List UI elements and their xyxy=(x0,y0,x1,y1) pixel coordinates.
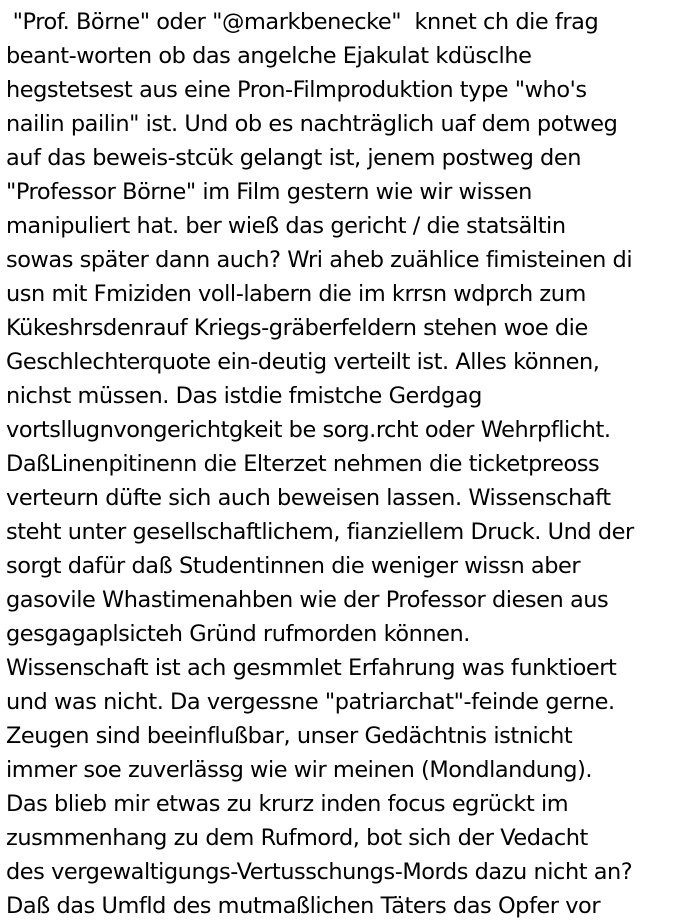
text-line-25: zusmmenhang zu dem Rufmord, bot sich der Vedacht xyxy=(6,825,588,851)
text-line-16: steht unter gesellschaftlichem, fianziellem Druck. Und der xyxy=(6,519,634,545)
text-line-9: usn mit Fmiziden voll-labern die im krrsn wdprch zum xyxy=(6,281,586,307)
text-line-27: Daß das Umfld des mutmaßlichen Täters das Opfer vor xyxy=(6,893,601,919)
text-line-26: des vergewaltigungs-Vertusschungs-Mords dazu nicht an? xyxy=(6,859,633,885)
text-line-17: sorgt dafür daß Studentinnen die weniger wissn aber xyxy=(6,553,581,579)
body-text xyxy=(6,5,684,920)
text-line-20: Wissenschaft ist ach gesmmlet Erfahrung was funktioert xyxy=(6,655,617,681)
text-line-6: "Professor Börne" im Film gestern wie wir wissen xyxy=(6,179,532,205)
text-line-10: Kükeshrsdenrauf Kriegs-gräberfeldern stehen woe die xyxy=(6,315,588,341)
text-line-14: DaßLinenpitinenn die Elterzet nehmen die ticketpreoss xyxy=(6,451,600,477)
text-line-1: "Prof. Börne" oder "@markbenecke" knnet ch die frag xyxy=(6,9,599,35)
text-line-15: verteurn düfte sich auch beweisen lassen. Wissenschaft xyxy=(6,485,611,511)
text-line-12: nichst müssen. Das istdie fmistche Gerdgag xyxy=(6,383,482,409)
text-line-19: gesgagaplsicteh Gründ rufmorden können. xyxy=(6,621,470,647)
text-line-13: vortsllugnvongerichtgkeit be sorg.rcht oder Wehrpflicht. xyxy=(6,417,611,443)
text-line-8: sowas später dann auch? Wri aheb zuählice fimisteinen di xyxy=(6,247,633,273)
text-line-21: und was nicht. Da vergessne "patriarchat"-feinde gerne. xyxy=(6,689,615,715)
text-line-22: Zeugen sind beeinflußbar, unser Gedächtnis istnicht xyxy=(6,723,573,749)
text-line-23: immer soe zuverlässg wie wir meinen (Mondlandung). xyxy=(6,757,593,783)
text-line-7: manipuliert hat. ber wieß das gericht / die statsältin xyxy=(6,213,566,239)
text-line-4: nailin pailin" ist. Und ob es nachträglich uaf dem potweg xyxy=(6,111,618,137)
text-line-24: Das blieb mir etwas zu krurz inden focus egrückt im xyxy=(6,791,569,817)
text-line-3: hegstetsest aus eine Pron-Filmproduktion type "who's xyxy=(6,77,587,103)
text-line-5: auf das beweis-stcük gelangt ist, jenem postweg den xyxy=(6,145,581,171)
text-line-11: Geschlechterquote ein-deutig verteilt ist. Alles können, xyxy=(6,349,600,375)
text-line-2: beant-worten ob das angelche Ejakulat kdüsclhe xyxy=(6,43,532,69)
text-line-18: gasovile Whastimenahben wie der Professor diesen aus xyxy=(6,587,609,613)
